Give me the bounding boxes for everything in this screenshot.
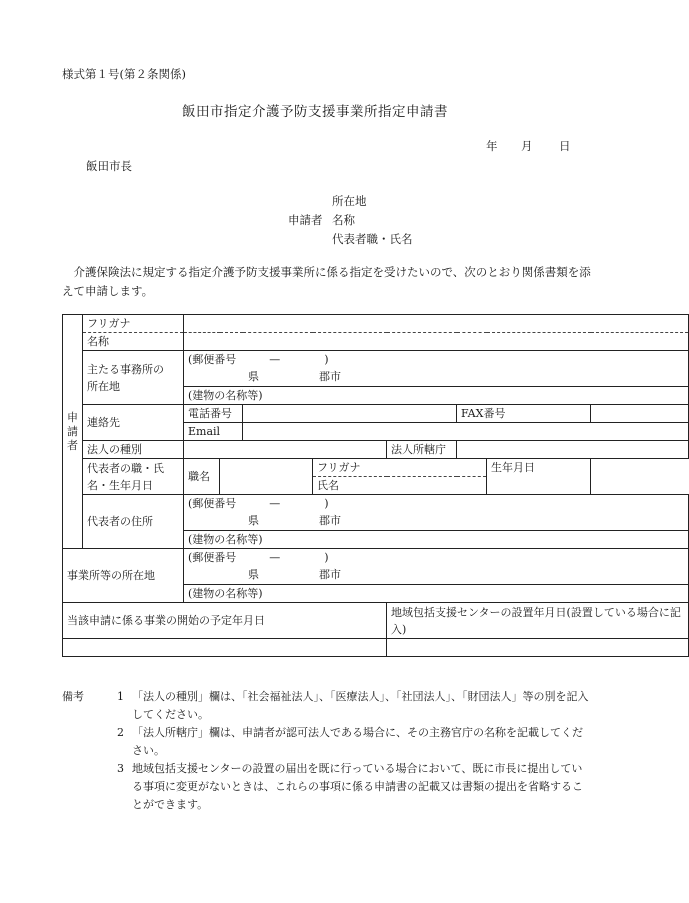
furigana-field[interactable] [184,315,689,333]
fax-label: FAX番号 [457,405,591,423]
applicant-side-char: 申 [67,410,78,424]
applicant-address-label: 所在地 [332,194,367,208]
applicant-label: 申請者 [288,213,323,227]
note-text: 「法人所轄庁」欄は、申請者が認可法人である場合に、その主務官庁の名称を記載してください。 [132,726,583,757]
form-number: 様式第１号(第２条関係) [62,67,186,81]
main-office-postal[interactable]: (郵便番号 — ) [184,351,689,369]
rep-address-city-row[interactable]: 県 郡市 [184,513,689,531]
applicant-representative-label: 代表者職・氏名 [332,232,413,246]
email-label: Email [184,423,243,441]
corp-type-label: 法人の種別 [83,441,184,459]
note-item [62,760,592,814]
position-field[interactable] [220,459,313,495]
office-location-label: 事業所等の所在地 [63,549,184,603]
notes-heading: 備考 [62,690,84,703]
main-office-building[interactable]: (建物の名称等) [184,387,689,405]
name-label: 名称 [83,333,184,351]
position-label: 職名 [184,459,220,495]
note-number: 3 [117,762,124,775]
rep-furigana-label: フリガナ [313,459,487,477]
document-title: 飯田市指定介護予防支援事業所指定申請書 [182,104,448,120]
contact-label: 連絡先 [83,405,184,441]
note-text: 地域包括支援センターの設置の届出を既に行っている場合において、既に市長に提出している事項に変更がないときは、これらの事項に係る申請書の記載又は書類の提出を省略することができます。 [132,762,583,811]
representative-label: 代表者の職・氏 名・生年月日 [83,459,184,495]
note-item [62,724,592,760]
phone-label: 電話番号 [184,405,243,423]
start-date-field[interactable] [63,639,387,657]
email-field[interactable] [243,423,689,441]
applicant-side-char: 請 [67,424,78,438]
office-location-building[interactable]: (建物の名称等) [184,585,689,603]
main-office-city-row[interactable]: 県 郡市 [184,369,689,387]
notes-section [62,688,592,814]
center-date-field[interactable] [387,639,689,657]
office-location-city-row[interactable]: 県 郡市 [184,567,689,585]
rep-name-label: 氏名 [313,477,487,495]
office-location-postal[interactable]: (郵便番号 — ) [184,549,689,567]
corp-type-field[interactable] [184,441,387,459]
date-day-label: 日 [559,139,571,153]
applicant-side-label [63,315,83,549]
corp-authority-field[interactable] [457,441,689,459]
rep-address-label: 代表者の住所 [83,495,184,549]
rep-address-building[interactable]: (建物の名称等) [184,531,689,549]
start-date-label: 当該申請に係る事業の開始の予定年月日 [63,603,387,639]
fax-field[interactable] [591,405,689,423]
corp-authority-label: 法人所轄庁 [387,441,457,459]
application-table [62,314,689,657]
name-field[interactable] [184,333,689,351]
date-month-label: 月 [521,139,533,153]
rep-address-postal[interactable]: (郵便番号 — ) [184,495,689,513]
note-text: 「法人の種別」欄は、「社会福祉法人」、「医療法人」、「社団法人」、「財団法人」等の別を記入してください。 [132,690,589,721]
note-number: 1 [117,690,124,703]
date-year-label: 年 [486,139,498,153]
addressee: 飯田市長 [86,159,132,173]
birthdate-label: 生年月日 [487,459,591,495]
furigana-label: フリガナ [83,315,184,333]
note-number: 2 [117,726,124,739]
intro-paragraph: 介護保険法に規定する指定介護予防支援事業所に係る指定を受けたいので、次のとおり関係書類を添えて申請します。 [62,265,591,298]
center-date-label: 地域包括支援センターの設置年月日(設置している場合に記入) [387,603,689,639]
applicant-name-label: 名称 [332,213,355,227]
main-office-label: 主たる事務所の 所在地 [83,351,184,405]
note-item [62,688,592,724]
phone-field[interactable] [243,405,457,423]
applicant-side-char: 者 [67,438,78,452]
